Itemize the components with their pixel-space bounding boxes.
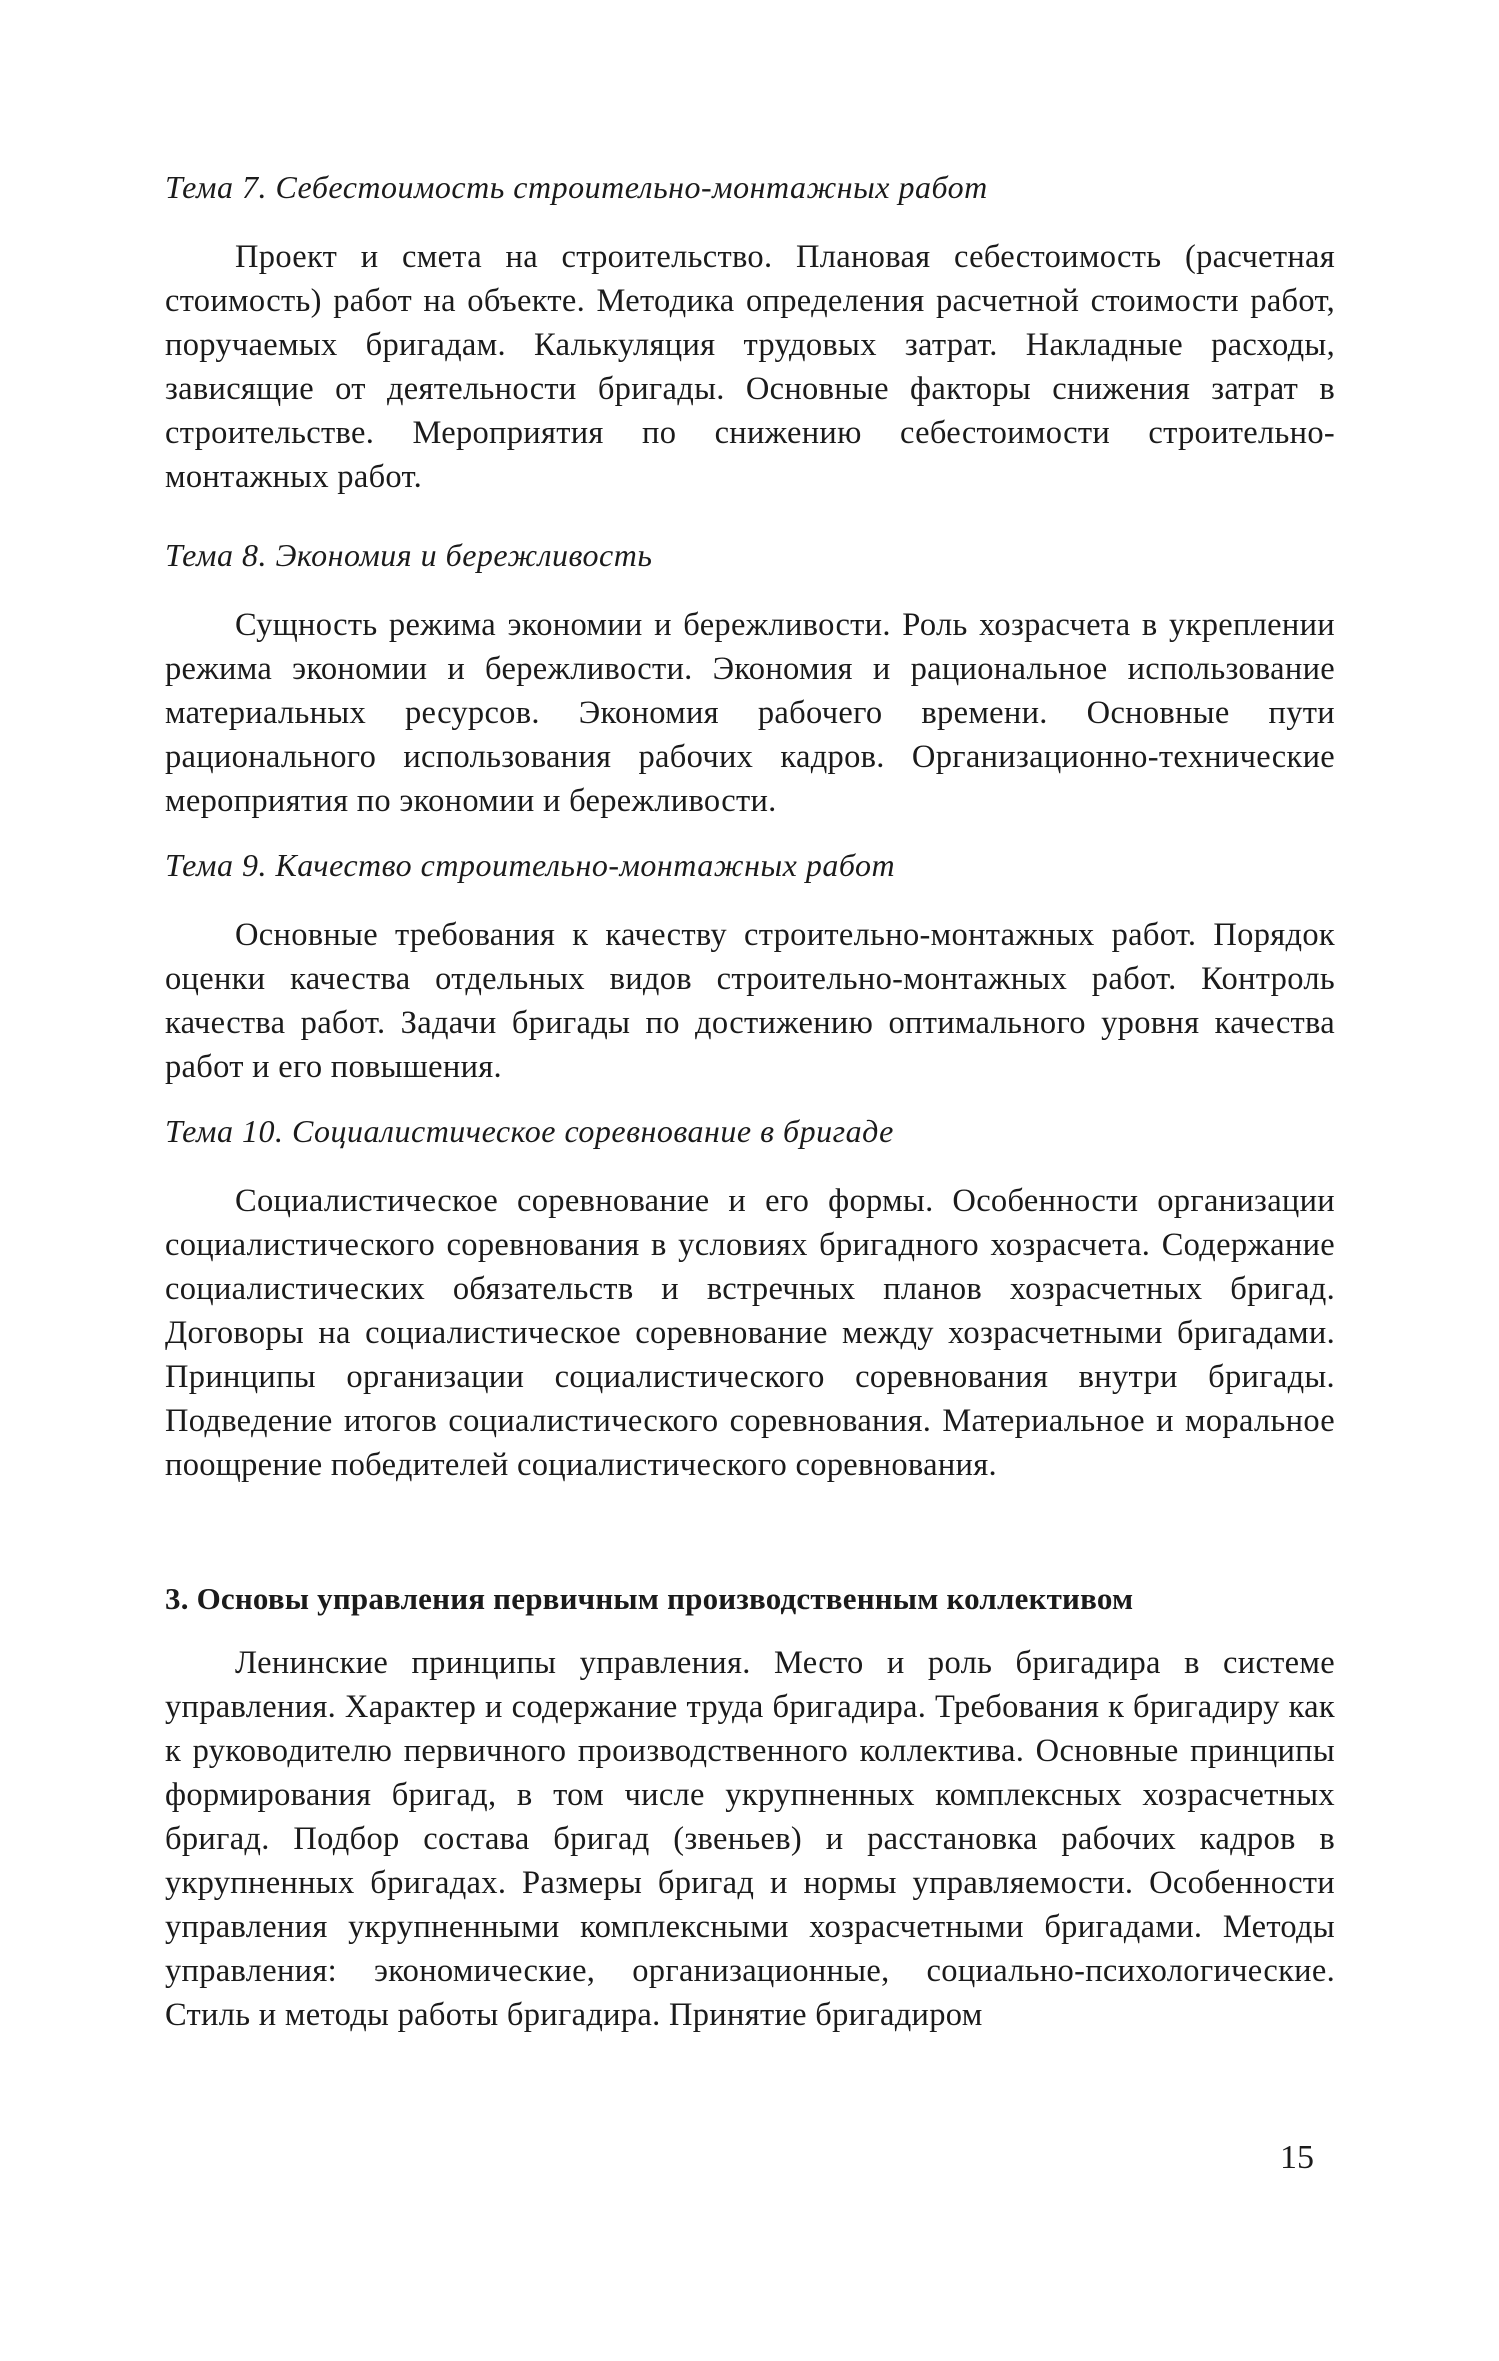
topic-8-heading: Тема 8. Экономия и бережливость: [165, 537, 653, 573]
topic-7-text: Проект и смета на строительство. Плановая себестоимость (расчетная стоимость) работ на объекте. Методика определения расчетной стоимости работ, поручаемых бригадам. Калькуляция трудовых затрат. Накладные расходы, зависящие от деятельности бригады. Основные факторы снижения затрат в строительстве. Мероприятия по снижению себестоимости строительно-монтажных работ.: [165, 239, 1335, 495]
topic-9-text: Основные требования к качеству строительно-монтажных работ. Порядок оценки качества отдельных видов строительно-монтажных работ. Контроль качества работ. Задачи бригады по достижению оптимального уровня качества работ и его повышения.: [165, 917, 1335, 1085]
topic-9-heading: Тема 9. Качество строительно-монтажных работ: [165, 847, 896, 883]
topic-9: [165, 843, 1335, 1089]
document-page: [165, 165, 1335, 2037]
section-3-heading: 3. Основы управления первичным производственным коллективом: [165, 1581, 1134, 1616]
topic-10: [165, 1109, 1335, 1487]
topic-8-text: Сущность режима экономии и бережливости. Роль хозрасчета в укреплении режима экономии и бережливости. Экономия и рациональное использование материальных ресурсов. Экономия рабочего времени. Основные пути рационального использования рабочих кадров. Организационно-технические мероприятия по экономии и бережливости.: [165, 607, 1335, 819]
section-3-text: Ленинские принципы управления. Место и роль бригадира в системе управления. Характер и содержание труда бригадира. Требования к бригадиру как к руководителю первичного производственного коллектива. Основные принципы формирования бригад, в том числе укрупненных комплексных хозрасчетных бригад. Подбор состава бригад (звеньев) и расстановка рабочих кадров в укрупненных бригадах. Размеры бригад и нормы управляемости. Особенности управления укрупненными комплексными хозрасчетными бригадами. Методы управления: экономические, организационные, социально-психологические. Стиль и методы работы бригадира. Принятие бригадиром: [165, 1645, 1335, 2033]
topic-10-heading: Тема 10. Социалистическое соревнование в бригаде: [165, 1113, 894, 1149]
section-3: [165, 1577, 1335, 2037]
topic-7: [165, 165, 1335, 499]
topic-7-heading: Тема 7. Себестоимость строительно-монтажных работ: [165, 169, 988, 205]
page-number: 15: [1280, 2139, 1314, 2176]
topic-8: [165, 533, 1335, 823]
topic-10-text: Социалистическое соревнование и его формы. Особенности организации социалистического соревнования в условиях бригадного хозрасчета. Содержание социалистических обязательств и встречных планов хозрасчетных бригад. Договоры на социалистическое соревнование между хозрасчетными бригадами. Принципы организации социалистического соревнования внутри бригады. Подведение итогов социалистического соревнования. Материальное и моральное поощрение победителей социалистического соревнования.: [165, 1183, 1335, 1483]
